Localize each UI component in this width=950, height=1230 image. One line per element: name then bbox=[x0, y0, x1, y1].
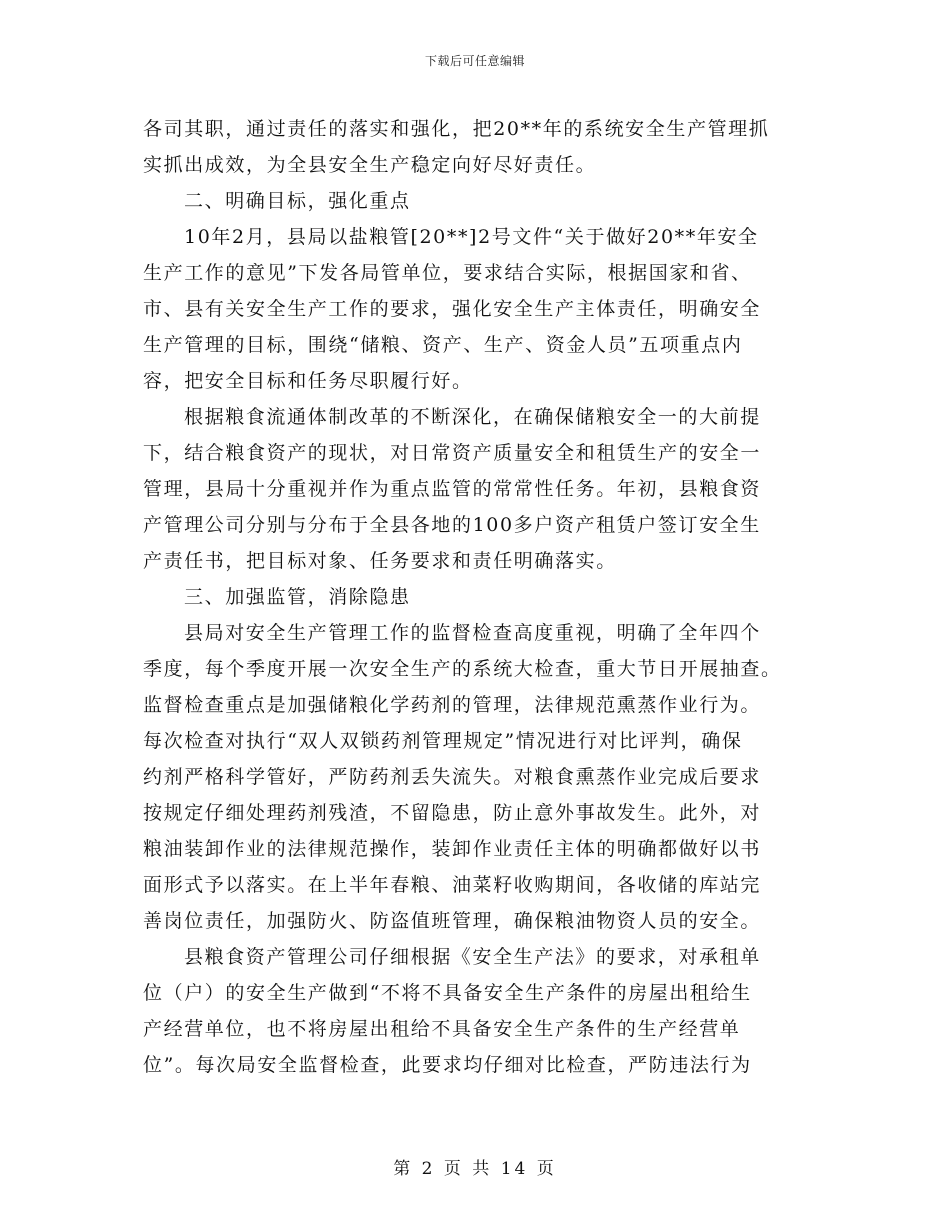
text-line: 各司其职，通过责任的落实和强化，把20**年的系统安全生产管理抓 bbox=[143, 118, 770, 140]
text-line: 面形式予以落实。在上半年春粮、油菜籽收购期间，各收储的库站完 bbox=[143, 874, 762, 896]
text-line: 位”。每次局安全监督检查，此要求均仔细对比检查，严防违法行为 bbox=[143, 1054, 752, 1076]
text-line: 粮油装卸作业的法律规范操作，装卸作业责任主体的明确都做好以书 bbox=[143, 838, 762, 860]
text-line: 约剂严格科学管好，严防药剂丢失流失。对粮食熏蒸作业完成后要求 bbox=[143, 766, 762, 788]
text-line: 下，结合粮食资产的现状，对日常资产质量安全和租赁生产的安全一 bbox=[143, 442, 762, 464]
text-line: 三、加强监管，消除隐患 bbox=[184, 586, 411, 608]
text-line: 产管理公司分别与分布于全县各地的100多户资产租赁户签订安全生 bbox=[143, 514, 761, 536]
text-line: 产经营单位，也不将房屋出租给不具备安全生产条件的生产经营单 bbox=[143, 1018, 741, 1040]
text-line: 管理，县局十分重视并作为重点监管的常常性任务。年初，县粮食资 bbox=[143, 478, 762, 500]
text-line: 监督检查重点是加强储粮化学药剂的管理，法律规范熏蒸作业行为。 bbox=[143, 694, 762, 716]
text-line: 二、明确目标，强化重点 bbox=[184, 190, 411, 212]
text-line: 县局对安全生产管理工作的监督检查高度重视，明确了全年四个 bbox=[184, 622, 761, 644]
text-line: 每次检查对执行“双人双锁药剂管理规定”情况进行对比评判，确保 bbox=[143, 730, 743, 752]
text-line: 市、县有关安全生产工作的要求，强化安全生产主体责任，明确安全 bbox=[143, 298, 762, 320]
text-line: 按规定仔细处理药剂残渣，不留隐患，防止意外事故发生。此外，对 bbox=[143, 802, 762, 824]
text-line: 生产工作的意见”下发各局管单位，要求结合实际，根据国家和省、 bbox=[143, 262, 752, 284]
text-line: 容，把安全目标和任务尽职履行好。 bbox=[143, 370, 473, 392]
text-line: 实抓出成效，为全县安全生产稳定向好尽好责任。 bbox=[143, 154, 597, 176]
text-line: 根据粮食流通体制改革的不断深化，在确保储粮安全一的大前提 bbox=[184, 406, 761, 428]
page-header: 下载后可任意编辑 bbox=[424, 54, 525, 68]
text-line: 县粮食资产管理公司仔细根据《安全生产法》的要求，对承租单 bbox=[184, 946, 761, 968]
document-body bbox=[143, 111, 807, 1083]
text-line: 位（户）的安全生产做到“不将不具备安全生产条件的房屋出租给生 bbox=[143, 982, 752, 1004]
text-line: 10年2月，县局以盐粮管[20**]2号文件“关于做好20**年安全 bbox=[184, 226, 759, 248]
text-line: 季度，每个季度开展一次安全生产的系统大检查，重大节日开展抽查。 bbox=[143, 658, 782, 680]
page-number-footer: 第 2 页 共 14 页 bbox=[393, 1159, 557, 1179]
text-line: 产责任书，把目标对象、任务要求和责任明确落实。 bbox=[143, 550, 617, 572]
text-line: 生产管理的目标，围绕“储粮、资产、生产、资金人员”五项重点内 bbox=[143, 334, 743, 356]
text-line: 善岗位责任，加强防火、防盗值班管理，确保粮油物资人员的安全。 bbox=[143, 910, 762, 932]
